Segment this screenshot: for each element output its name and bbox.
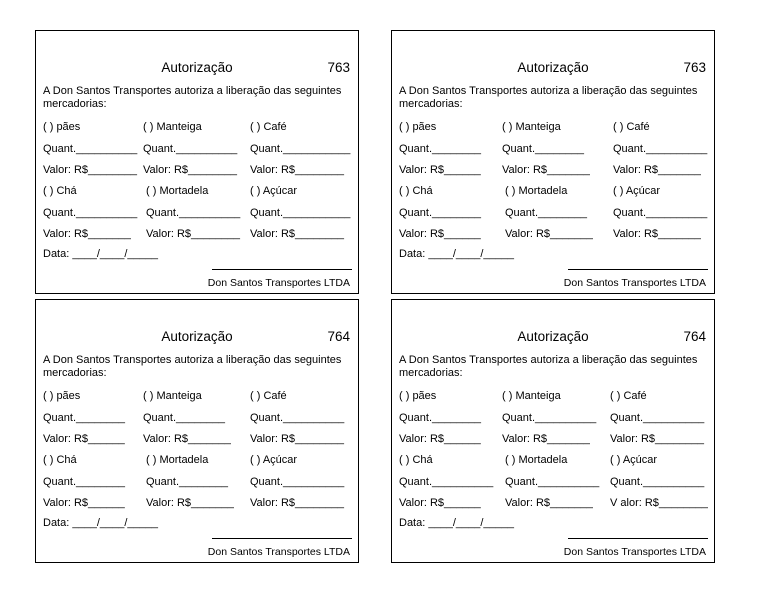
item-checkbox[interactable]: ( ) Café <box>613 121 650 133</box>
card-title: Autorização <box>517 60 589 75</box>
date-field[interactable]: Data: ____/____/_____ <box>399 517 514 529</box>
item-checkbox[interactable]: ( ) Manteiga <box>143 121 202 133</box>
quantity-field[interactable]: Quant.__________ <box>43 143 138 155</box>
item-checkbox[interactable]: ( ) pães <box>399 121 437 133</box>
item-checkbox[interactable]: ( ) Café <box>250 390 287 402</box>
quantity-field[interactable]: Quant.___________ <box>250 143 351 155</box>
value-field[interactable]: Valor: R$________ <box>250 228 344 240</box>
item-checkbox[interactable]: ( ) Café <box>610 390 647 402</box>
authorization-card <box>391 30 715 294</box>
quantity-field[interactable]: Quant.__________ <box>399 476 494 488</box>
card-intro-text: A Don Santos Transportes autoriza a liberação das seguintes mercadorias: <box>399 85 698 110</box>
value-field[interactable]: Valor: R$_______ <box>613 228 701 240</box>
value-field[interactable]: Valor: R$______ <box>399 497 481 509</box>
quantity-field[interactable]: Quant.__________ <box>613 207 708 219</box>
item-checkbox[interactable]: ( ) Café <box>250 121 287 133</box>
quantity-field[interactable]: Quant.__________ <box>610 476 705 488</box>
value-field[interactable]: Valor: R$______ <box>399 228 481 240</box>
item-checkbox[interactable]: ( ) pães <box>43 121 81 133</box>
value-field[interactable]: V alor: R$________ <box>610 497 708 509</box>
card-title: Autorização <box>161 60 233 75</box>
card-number: 764 <box>327 329 350 344</box>
value-field[interactable]: Valor: R$_______ <box>502 433 590 445</box>
item-checkbox[interactable]: ( ) Mortadela <box>146 185 209 197</box>
item-checkbox[interactable]: ( ) Manteiga <box>143 390 202 402</box>
quantity-field[interactable]: Quant.__________ <box>505 476 600 488</box>
signature-name: Don Santos Transportes LTDA <box>563 277 706 289</box>
item-checkbox[interactable]: ( ) Mortadela <box>146 454 209 466</box>
value-field[interactable]: Valor: R$______ <box>399 164 481 176</box>
quantity-field[interactable]: Quant.________ <box>43 476 125 488</box>
card-intro-text: A Don Santos Transportes autoriza a liberação das seguintes mercadorias: <box>399 354 698 379</box>
signature-name: Don Santos Transportes LTDA <box>563 546 706 558</box>
quantity-field[interactable]: Quant.________ <box>43 412 125 424</box>
value-field[interactable]: Valor: R$________ <box>250 164 344 176</box>
item-checkbox[interactable]: ( ) Mortadela <box>505 185 568 197</box>
quantity-field[interactable]: Quant.__________ <box>610 412 705 424</box>
signature-name: Don Santos Transportes LTDA <box>207 277 350 289</box>
quantity-field[interactable]: Quant.__________ <box>250 476 345 488</box>
authorization-card <box>391 299 715 563</box>
signature-line <box>568 538 708 539</box>
card-number: 763 <box>327 60 350 75</box>
signature-name: Don Santos Transportes LTDA <box>207 546 350 558</box>
quantity-field[interactable]: Quant.________ <box>399 207 481 219</box>
authorization-card <box>35 299 359 563</box>
date-field[interactable]: Data: ____/____/_____ <box>43 517 158 529</box>
item-checkbox[interactable]: ( ) Chá <box>399 454 433 466</box>
signature-line <box>568 269 708 270</box>
item-checkbox[interactable]: ( ) pães <box>399 390 437 402</box>
value-field[interactable]: Valor: R$_______ <box>146 497 234 509</box>
quantity-field[interactable]: Quant.__________ <box>143 143 238 155</box>
value-field[interactable]: Valor: R$_______ <box>505 497 593 509</box>
item-checkbox[interactable]: ( ) Chá <box>43 185 77 197</box>
value-field[interactable]: Valor: R$_______ <box>502 164 590 176</box>
signature-line <box>212 538 352 539</box>
date-field[interactable]: Data: ____/____/_____ <box>43 248 158 260</box>
value-field[interactable]: Valor: R$________ <box>146 228 240 240</box>
item-checkbox[interactable]: ( ) Açúcar <box>613 185 661 197</box>
value-field[interactable]: Valor: R$_______ <box>505 228 593 240</box>
value-field[interactable]: Valor: R$______ <box>43 497 125 509</box>
value-field[interactable]: Valor: R$________ <box>250 497 344 509</box>
quantity-field[interactable]: Quant.__________ <box>613 143 708 155</box>
authorization-card <box>35 30 359 294</box>
item-checkbox[interactable]: ( ) Manteiga <box>502 121 561 133</box>
value-field[interactable]: Valor: R$________ <box>250 433 344 445</box>
item-checkbox[interactable]: ( ) Manteiga <box>502 390 561 402</box>
value-field[interactable]: Valor: R$______ <box>43 433 125 445</box>
value-field[interactable]: Valor: R$________ <box>143 164 237 176</box>
value-field[interactable]: Valor: R$________ <box>43 164 137 176</box>
value-field[interactable]: Valor: R$________ <box>610 433 704 445</box>
signature-line <box>212 269 352 270</box>
item-checkbox[interactable]: ( ) Chá <box>399 185 433 197</box>
quantity-field[interactable]: Quant.________ <box>143 412 225 424</box>
quantity-field[interactable]: Quant.________ <box>502 143 584 155</box>
item-checkbox[interactable]: ( ) Açúcar <box>250 454 298 466</box>
card-intro-text: A Don Santos Transportes autoriza a liberação das seguintes mercadorias: <box>43 354 342 379</box>
quantity-field[interactable]: Quant.__________ <box>502 412 597 424</box>
value-field[interactable]: Valor: R$_______ <box>143 433 231 445</box>
card-intro-text: A Don Santos Transportes autoriza a liberação das seguintes mercadorias: <box>43 85 342 110</box>
card-number: 763 <box>683 60 706 75</box>
quantity-field[interactable]: Quant.________ <box>399 143 481 155</box>
card-number: 764 <box>683 329 706 344</box>
date-field[interactable]: Data: ____/____/_____ <box>399 248 514 260</box>
item-checkbox[interactable]: ( ) Mortadela <box>505 454 568 466</box>
card-title: Autorização <box>161 329 233 344</box>
item-checkbox[interactable]: ( ) pães <box>43 390 81 402</box>
value-field[interactable]: Valor: R$______ <box>399 433 481 445</box>
quantity-field[interactable]: Quant.___________ <box>250 207 351 219</box>
quantity-field[interactable]: Quant.__________ <box>250 412 345 424</box>
quantity-field[interactable]: Quant.________ <box>146 476 228 488</box>
quantity-field[interactable]: Quant.__________ <box>146 207 241 219</box>
value-field[interactable]: Valor: R$_______ <box>613 164 701 176</box>
item-checkbox[interactable]: ( ) Açúcar <box>610 454 658 466</box>
quantity-field[interactable]: Quant.________ <box>399 412 481 424</box>
item-checkbox[interactable]: ( ) Açúcar <box>250 185 298 197</box>
card-title: Autorização <box>517 329 589 344</box>
quantity-field[interactable]: Quant.__________ <box>43 207 138 219</box>
quantity-field[interactable]: Quant.________ <box>505 207 587 219</box>
item-checkbox[interactable]: ( ) Chá <box>43 454 77 466</box>
value-field[interactable]: Valor: R$_______ <box>43 228 131 240</box>
